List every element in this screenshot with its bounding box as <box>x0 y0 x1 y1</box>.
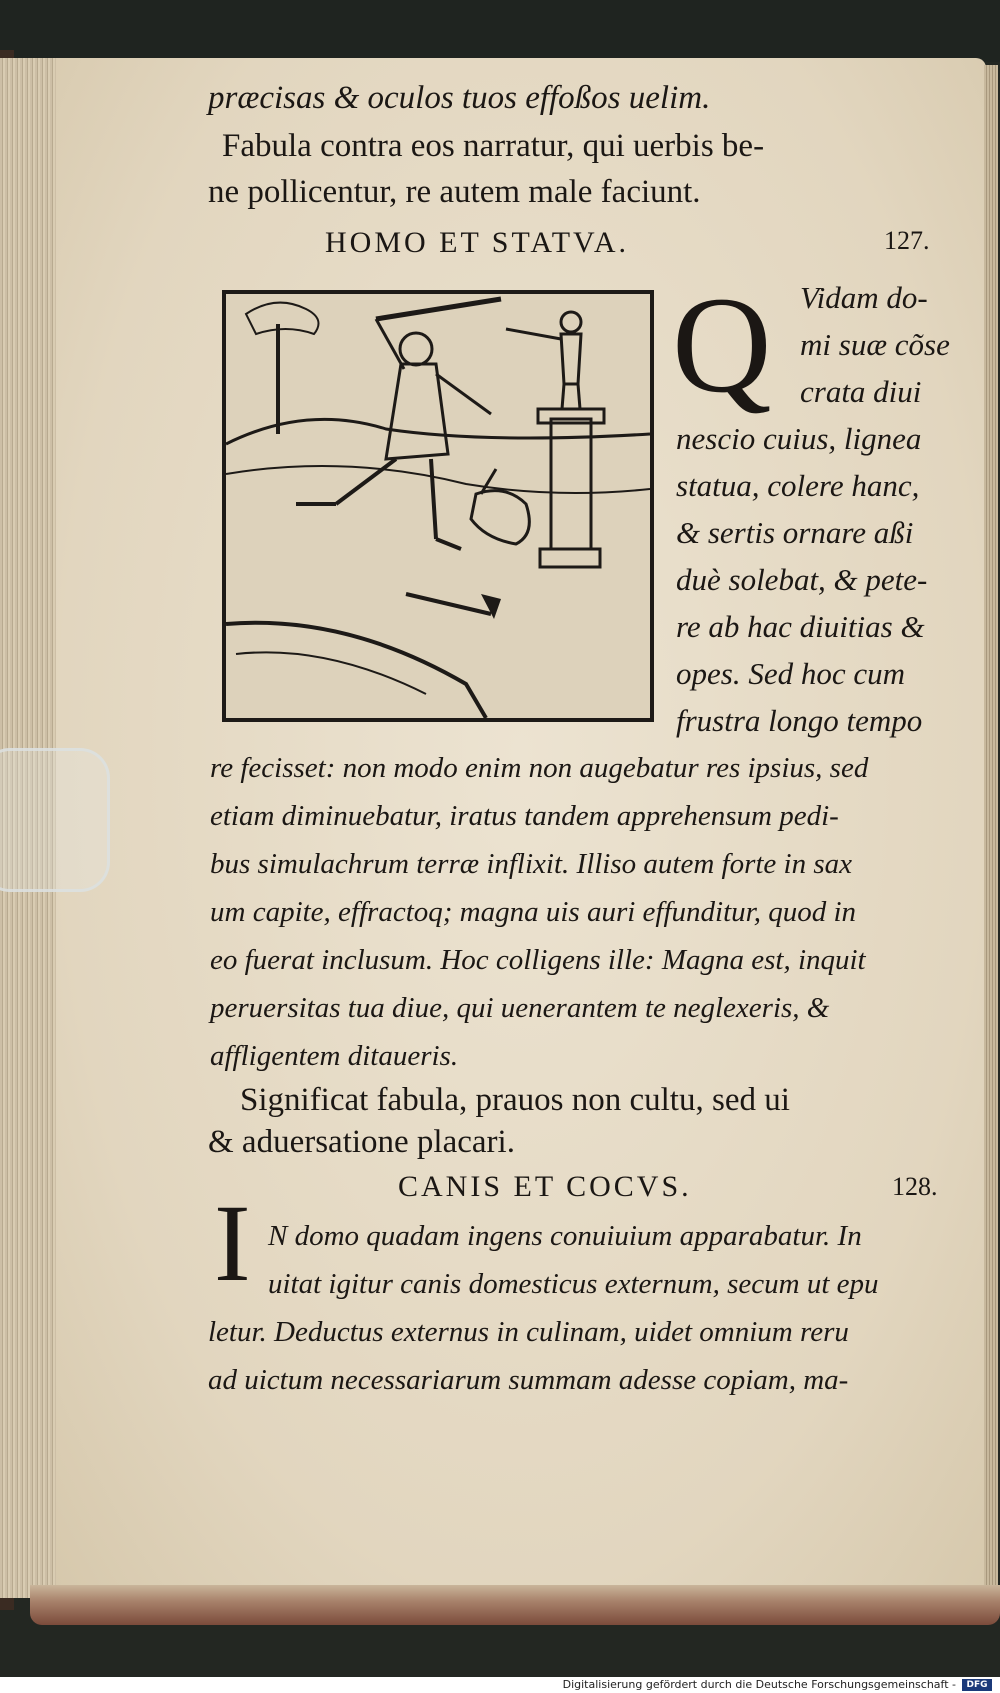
text-line: eo fuerat inclusum. Hoc colligens ille: Magna est, inquit <box>210 944 866 976</box>
dfg-logo: DFG <box>962 1679 992 1691</box>
text-line: letur. Deductus externus in culinam, uidet omnium reru <box>208 1316 849 1348</box>
text-line: um capite, effractoq; magna uis auri effunditur, quod in <box>210 896 857 928</box>
text-line: nescio cuius, lignea <box>676 421 922 456</box>
text-line: mi suæ cõse <box>800 327 950 362</box>
woodcut-drawing <box>226 294 650 718</box>
drop-cap-initial: I <box>214 1182 251 1304</box>
text-line: re fecisset: non modo enim non augebatur res ipsius, sed <box>210 752 869 784</box>
text-line: peruersitas tua diue, qui uenerantem te neglexeris, & <box>210 992 830 1024</box>
text-line: Fabula contra eos narratur, qui uerbis be- <box>222 128 765 164</box>
text-line: statua, colere hanc, <box>676 468 920 503</box>
fable-number: 127. <box>884 226 930 255</box>
fable-heading: CANIS ET COCVS. <box>398 1170 692 1203</box>
text-line: Vidam do- <box>800 280 928 315</box>
text-line: uitat igitur canis domesticus externum, secum ut epu <box>268 1268 879 1300</box>
moral-line: Significat fabula, prauos non cultu, sed ui <box>240 1082 790 1118</box>
text-line: opes. Sed hoc cum <box>676 656 905 691</box>
text-line: frustra longo tempo <box>676 703 923 738</box>
fable-heading: HOMO ET STATVA. <box>325 226 630 259</box>
woodcut-illustration <box>222 290 654 722</box>
fable-number: 128. <box>892 1172 938 1201</box>
text-line: N domo quadam ingens conuiuium apparabatur. In <box>268 1220 862 1252</box>
text-line: bus simulachrum terræ inflixit. Illiso autem forte in sax <box>210 848 853 880</box>
text-line: ad uictum necessariarum summam adesse copiam, ma- <box>208 1364 849 1396</box>
text-line: & sertis ornare aßi <box>676 515 914 550</box>
text-line: ne pollicentur, re autem male faciunt. <box>208 174 701 210</box>
page-stack-right <box>984 65 998 1590</box>
page-clip <box>0 748 110 892</box>
text-line: etiam diminuebatur, iratus tandem apprehensum pedi- <box>210 800 839 832</box>
text-line: re ab hac diuitias & <box>676 609 925 644</box>
text-line: duè solebat, & pete- <box>676 562 928 597</box>
moral-line: & aduersatione placari. <box>208 1124 515 1160</box>
text-line: crata diui <box>800 374 922 409</box>
text-line: præcisas & oculos tuos effoßos uelim. <box>208 80 711 116</box>
footer-credit: Digitalisierung gefördert durch die Deutsche Forschungsgemeinschaft - <box>562 1678 956 1691</box>
scan-background <box>0 0 1000 62</box>
drop-cap-initial: Q <box>672 268 772 421</box>
text-line: affligentem ditaueris. <box>210 1040 459 1072</box>
book-bottom-edge <box>30 1585 1000 1625</box>
